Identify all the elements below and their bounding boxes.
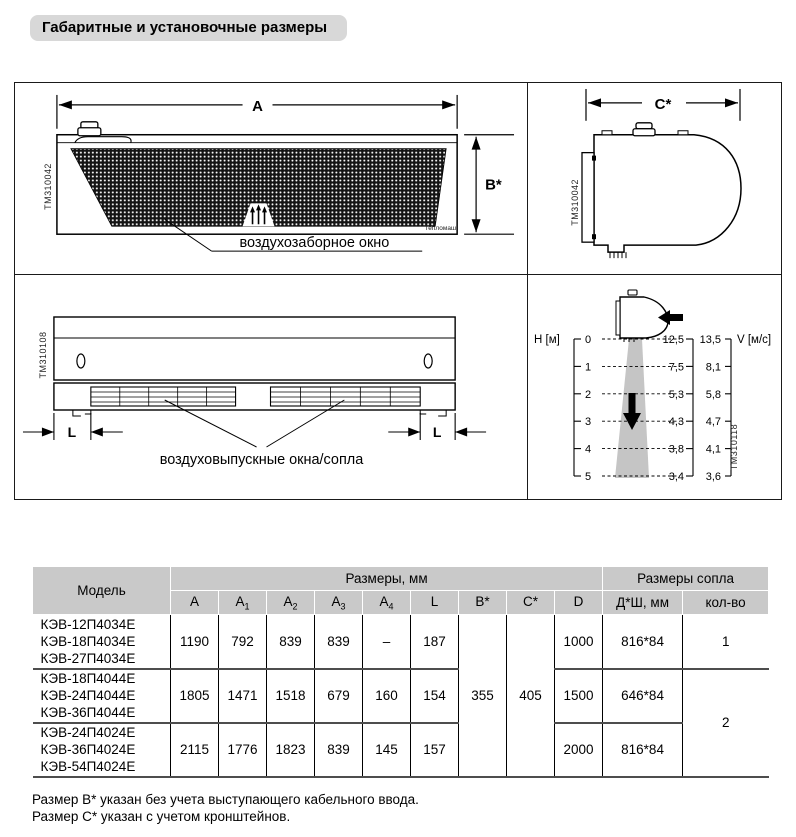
svg-text:4,7: 4,7 (705, 416, 721, 429)
col-header-d: D (555, 591, 603, 615)
height-scale-bracket (574, 339, 581, 476)
table-row-group-1 (33, 615, 769, 669)
unit-side-body (594, 135, 741, 252)
arrowhead-right-icon (408, 428, 420, 437)
cable-gland-icon (633, 123, 655, 136)
airflow-diagram (528, 275, 781, 499)
arrowhead-right-icon (42, 428, 54, 437)
bottom-view-drawing (15, 275, 527, 499)
cell-a2-g1: 839 (267, 615, 315, 669)
svg-text:1: 1 (585, 361, 592, 374)
cell-a3-g3: 839 (315, 723, 363, 777)
col-header-a4: $A_4$ (363, 591, 411, 615)
cell-a4-g1: – (363, 615, 411, 669)
col-header-a2: $A_2$ (267, 591, 315, 615)
dimensional-drawings-panel (14, 82, 782, 500)
cell-a-g3: 2115 (171, 723, 219, 777)
dim-l-right-label: L (432, 423, 442, 441)
footnote-c: Размер C* указан с учетом кронштейнов. (32, 809, 291, 824)
arrowhead-right-icon (442, 100, 455, 109)
cell-a1-g2: 1471 (219, 669, 267, 723)
cell-d-g3: 2000 (555, 723, 603, 777)
header-row-groups (33, 567, 769, 591)
dim-a-label: A (252, 97, 263, 115)
svg-text:12,5: 12,5 (662, 334, 684, 346)
outlet-grille-right (271, 387, 421, 406)
callout-leader-lines (165, 400, 345, 447)
arrowhead-left-icon (91, 428, 103, 437)
arrowhead-left-icon (59, 100, 72, 109)
svg-text:2: 2 (585, 388, 592, 401)
col-header-l: L (411, 591, 459, 615)
footnote-b: Размер B* указан без учета выступающего кабельного ввода. (32, 792, 419, 807)
cell-a1-g1: 792 (219, 615, 267, 669)
svg-text:5,8: 5,8 (705, 388, 721, 401)
svg-text:8,1: 8,1 (705, 361, 721, 374)
footnotes (32, 791, 419, 825)
table-row-group-2 (33, 669, 769, 723)
cell-a3-g1: 839 (315, 615, 363, 669)
model-names-group-2: КЭВ-18П4044Е КЭВ-24П4044Е КЭВ-36П4044Е (33, 669, 171, 723)
airflow-diagram-quadrant (528, 275, 781, 499)
cable-gland-icon (78, 122, 101, 136)
mounting-slot-right (424, 354, 432, 368)
cell-a-g2: 1805 (171, 669, 219, 723)
cell-nozzle-qty-g1: 1 (683, 615, 769, 669)
table-row-group-3 (33, 723, 769, 777)
cell-a1-g3: 1776 (219, 723, 267, 777)
cell-l-g2: 154 (411, 669, 459, 723)
axial-velocity-bracket (686, 339, 693, 476)
cell-l-g3: 157 (411, 723, 459, 777)
col-header-a: A (171, 591, 219, 615)
col-header-nozzle-size: Д*Ш, мм (603, 591, 683, 615)
cell-d-g1: 1000 (555, 615, 603, 669)
height-tick-values (585, 334, 591, 483)
svg-text:7,5: 7,5 (668, 361, 684, 374)
arrowhead-right-icon (725, 98, 738, 107)
mounting-slot-left (77, 354, 85, 368)
col-header-a3: $A_3$ (315, 591, 363, 615)
svg-text:4,3: 4,3 (668, 416, 684, 429)
cell-l-g1: 187 (411, 615, 459, 669)
drawing-code: ТМ310042 (42, 163, 53, 210)
dim-c-label: C* (654, 95, 672, 113)
dim-l-left-label: L (67, 423, 77, 441)
drawing-code: ТМ310108 (37, 331, 48, 379)
model-names-group-3: КЭВ-24П4024Е КЭВ-36П4024Е КЭВ-54П4024Е (33, 723, 171, 777)
cell-a2-g3: 1823 (267, 723, 315, 777)
svg-text:4: 4 (585, 443, 592, 456)
dim-b-label: B* (485, 176, 502, 194)
col-header-model: Модель (33, 567, 171, 615)
cell-a4-g3: 145 (363, 723, 411, 777)
arrowhead-left-icon (588, 98, 601, 107)
svg-text:13,5: 13,5 (699, 334, 721, 346)
outlet-windows-callout: воздуховыпускные окна/сопла (159, 451, 364, 469)
cell-nozzle-size-g3: 816*84 (603, 723, 683, 777)
feet-marks-icon (73, 410, 446, 416)
bottom-view-quadrant (15, 275, 528, 499)
col-header-nozzle-qty: кол-во (683, 591, 769, 615)
height-axis-label: H [м] (534, 334, 560, 346)
front-view-drawing (15, 83, 527, 274)
cell-a4-g2: 160 (363, 669, 411, 723)
dimensions-table (32, 566, 769, 778)
cell-a2-g2: 1518 (267, 669, 315, 723)
front-view-quadrant (15, 83, 528, 275)
svg-text:5,3: 5,3 (668, 388, 684, 401)
side-view-quadrant (528, 83, 781, 275)
svg-text:4,1: 4,1 (705, 443, 721, 456)
col-header-c: C* (507, 591, 555, 615)
cell-b-star-shared: 355 (459, 615, 507, 777)
model-names-group-1: КЭВ-12П4034Е КЭВ-18П4034Е КЭВ-27П4034Е (33, 615, 171, 669)
svg-text:3,8: 3,8 (668, 443, 684, 456)
arrowhead-down-icon (472, 219, 481, 232)
unit-icon (616, 290, 668, 342)
arrowhead-left-icon (455, 428, 467, 437)
cell-a3-g2: 679 (315, 669, 363, 723)
cell-d-g2: 1500 (555, 669, 603, 723)
cell-a-g1: 1190 (171, 615, 219, 669)
col-group-dimensions: Размеры, мм (171, 567, 603, 591)
svg-text:0: 0 (585, 334, 592, 346)
svg-text:3,6: 3,6 (705, 471, 721, 483)
cell-nozzle-qty-shared: 2 (683, 669, 769, 777)
comb-teeth-icon (610, 252, 626, 258)
svg-text:3,4: 3,4 (668, 471, 684, 483)
unit-bottom-body (54, 317, 455, 410)
col-header-a1: $A_1$ (219, 591, 267, 615)
intake-window-callout: воздухозаборное окно (239, 235, 390, 252)
velocity-axis-label: V [м/с] (737, 334, 772, 346)
drawing-code: ТМ310118 (729, 423, 739, 471)
outlet-grille-left (91, 387, 236, 406)
col-group-nozzle: Размеры сопла (603, 567, 769, 591)
side-view-drawing (528, 83, 781, 274)
arrowhead-up-icon (472, 137, 481, 150)
mounting-bracket (582, 153, 594, 243)
col-header-b: B* (459, 591, 507, 615)
svg-text:5: 5 (585, 471, 592, 483)
cell-c-star-shared: 405 (507, 615, 555, 777)
svg-text:3: 3 (585, 416, 592, 429)
cell-nozzle-size-g1: 816*84 (603, 615, 683, 669)
brand-logo: Тепломаш (424, 225, 457, 233)
drawing-code: ТМ310042 (569, 178, 581, 226)
axial-velocity-values (663, 334, 684, 483)
outlet-velocity-values (700, 334, 721, 483)
page-title: Габаритные и установочные размеры (30, 15, 347, 41)
cell-nozzle-size-g2: 646*84 (603, 669, 683, 723)
